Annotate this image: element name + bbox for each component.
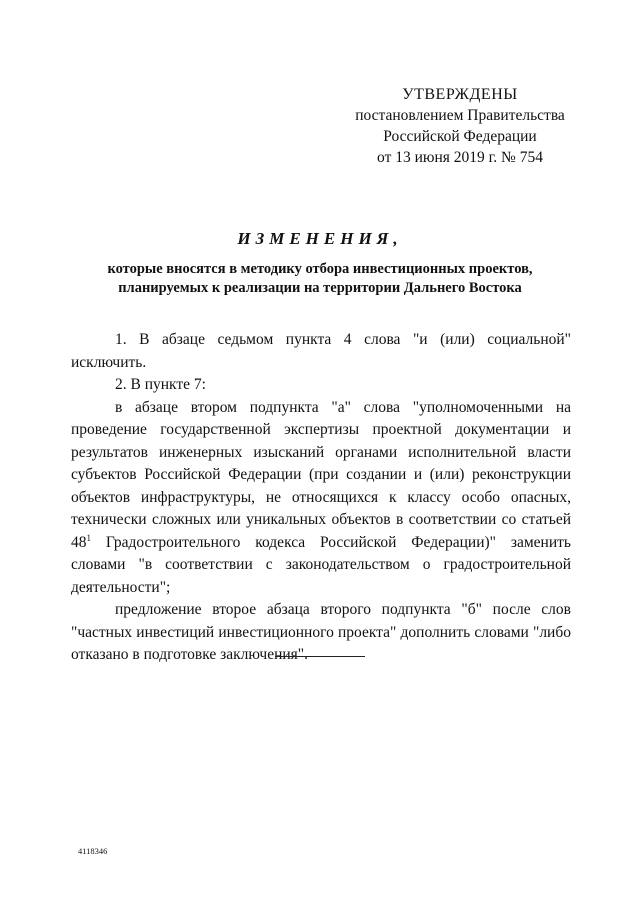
body-paragraph-2: предложение второе абзаца второго подпункта "б" после слов "частных инвестиций инвестиционного проекта" дополнить словами "либо отказано в подготовке заключения". — [71, 601, 571, 663]
body-item-2: 2. В пункте 7: — [115, 376, 206, 393]
document-code: 4118346 — [78, 846, 108, 856]
body-paragraph-1 — [71, 397, 571, 600]
approval-block — [330, 84, 590, 168]
approval-line-3: от 13 июня 2019 г. № 754 — [377, 149, 543, 166]
paragraph-1-text-b: Градостроительного кодекса Российской Федерации)" заменить словами "в соответствии с законодательством о градостроительной деятельности"; — [71, 533, 571, 596]
article-superscript: 1 — [86, 532, 91, 543]
body-item-1: 1. В абзаце седьмом пункта 4 слова "и (или) социальной" исключить. — [71, 331, 571, 371]
approval-line-2: Российской Федерации — [383, 128, 537, 145]
closing-rule — [275, 656, 365, 657]
document-title: ИЗМЕНЕНИЯ, — [237, 229, 403, 248]
document-body — [71, 329, 571, 667]
approval-heading: УТВЕРЖДЕНЫ — [402, 86, 518, 103]
paragraph-1-text-a: в абзаце втором подпункта "а" слова "уполномоченными на проведение государственной экспертизы проектной документации и результатов инженерных изысканий органами исполнительной власти субъектов Российской Федерации (при создании и (или) реконструкции объектов инфраструктуры, не относящихся к классу особо опасных, технически сложных или уникальных объектов в соответствии со статьей 48 — [71, 398, 571, 551]
subtitle-line-1: которые вносятся в методику отбора инвестиционных проектов, — [107, 261, 533, 277]
subtitle-line-2: планируемых к реализации на территории Дальнего Востока — [118, 280, 522, 296]
approval-line-1: постановлением Правительства — [355, 107, 565, 124]
document-subtitle — [60, 260, 580, 298]
